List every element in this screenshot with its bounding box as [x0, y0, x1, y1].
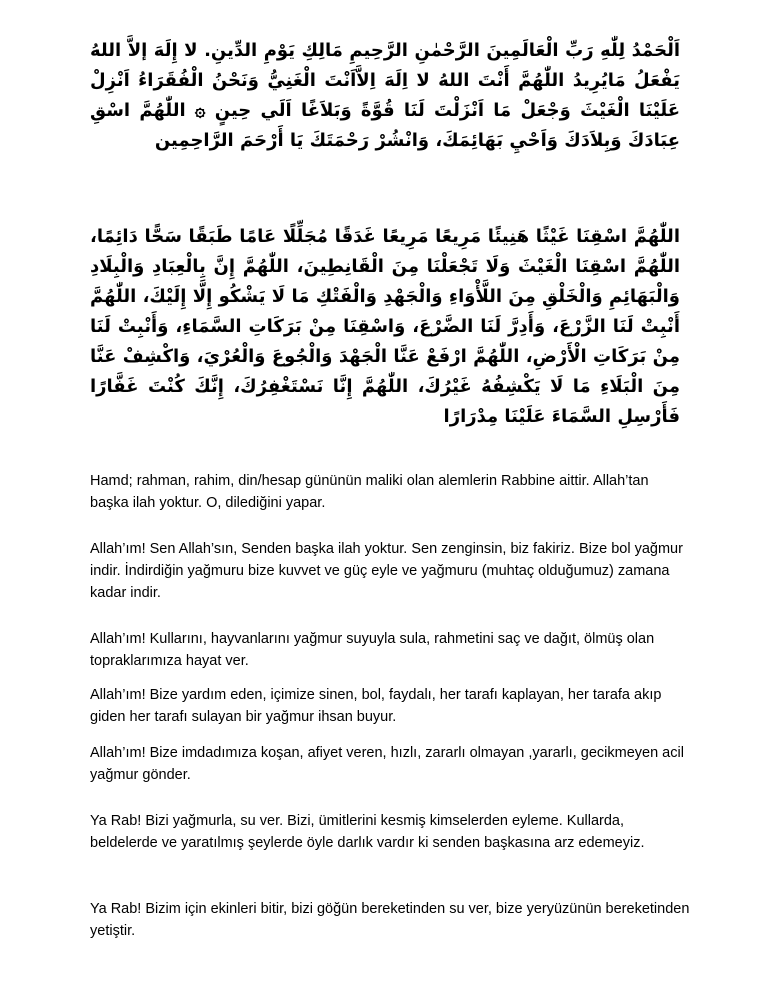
translation-paragraph-3: Allah’ım! Kullarını, hayvanlarını yağmur suyuyla sula, rahmetini saç ve dağıt, ölmüş olan topraklarımıza hayat ver.: [90, 631, 655, 669]
translation-paragraph-6: Ya Rab! Bizi yağmurla, su ver. Bizi, ümitlerini kesmiş kimselerden eyleme. Kullarda, beldelerde ve yaratılmış şeylerde öyle darlık vardır ki senden başkasına arz edemeyiz.: [90, 813, 645, 851]
translation-paragraph-4: Allah’ım! Bize yardım eden, içimize sinen, bol, faydalı, her tarafı kaplayan, her tarafa akıp giden her tarafı sulayan bir yağmur ihsan buyur.: [90, 687, 662, 725]
arabic-prayer-opening: اَلْحَمْدُ لِلّٰهِ رَبِّ الْعَالَمِينَ الرَّحْمٰنِ الرَّحِيمِ مَالِكِ يَوْمِ الدِّينِ. لا إِلَهَ إلاَّ اللهُ يَفْعَلُ مَايُرِيدُ اللّٰهُمَّ أَنْتَ اللهُ لا اِلَهَ اِلاَّاَنْتَ الْغَنِيُّ وَنَحْنُ الْفُقَرَاءُ اَنْزِلْ عَلَيْنَا الْغَيْثَ وَجْعَلْ مَا اَنْزَلْتَ لَنَا قُوَّةً وَبَلاَغًا اَلَي حِينٍ ۞ اللّٰهُمَّ اسْقِ عِبَادَكَ وَبِلاَدَكَ وَاَحْيِ بَهَائِمَكَ، وَانْشُرْ رَحْمَتَكَ يَا أَرْحَمَ الرَّاحِمِين: [90, 40, 680, 151]
arabic-rain-prayer: اللّٰهُمَّ اسْقِنَا غَيْثًا هَنِيئًا مَرِيعًا مَرِيعًا غَدَقًا مُجَلِّلًا عَامًا طَبَقًا سَحًّا دَائِمًا، اللّٰهُمَّ اسْقِنَا الْغَيْثَ وَلَا تَجْعَلْنَا مِنَ الْقَانِطِينَ، اللّٰهُمَّ إِنَّ بِالْعِبَادِ وَالْبِلَادِ وَالْبَهَائِمِ وَالْخَلْقِ مِنَ اللَّأْوَاءِ وَالْجَهْدِ وَالْفَتْكِ مَا لَا يَشْكُو إِلَّا إِلَيْكَ، اللّٰهُمَّ أَنْبِتْ لَنَا الزَّرْعَ، وَأَدِرَّ لَنَا الضَّرْعَ، وَاسْقِنَا مِنْ بَرَكَاتِ السَّمَاءِ، وَأَنْبِتْ لَنَا مِنْ بَرَكَاتِ الْأَرْضِ، اللّٰهُمَّ ارْفَعْ عَنَّا الْجَهْدَ وَالْجُوعَ وَالْعُرْيَ، وَاكْشِفْ عَنَّا مِنَ الْبَلَاءِ مَا لَا يَكْشِفُهُ غَيْرُكَ، اللّٰهُمَّ إِنَّا نَسْتَغْفِرُكَ، إِنَّكَ كُنْتَ غَفَّارًا فَأَرْسِلِ السَّمَاءَ عَلَيْنَا مِدْرَارًا: [90, 226, 680, 427]
translation-paragraph-7: Ya Rab! Bizim için ekinleri bitir, bizi göğün bereketinden su ver, bize yeryüzünün bereketinden yetiştir.: [90, 901, 690, 939]
translation-paragraph-5: Allah’ım! Bize imdadımıza koşan, afiyet veren, hızlı, zararlı olmayan ,yararlı, gecikmeyen acil yağmur gönder.: [90, 745, 684, 783]
translation-paragraph-1: Hamd; rahman, rahim, din/hesap gününün maliki olan alemlerin Rabbine aittir. Allah’tan başka ilah yoktur. O, dilediğini yapar.: [90, 473, 649, 511]
translation-paragraph-2: Allah’ım! Sen Allah’sın, Senden başka ilah yoktur. Sen zenginsin, biz fakiriz. Bize bol yağmur indir. İndirdiğin yağmuru bize kuvvet ve güç eyle ve yağmuru (muhtaç olduğumuz) zamana kadar indir.: [90, 541, 683, 601]
